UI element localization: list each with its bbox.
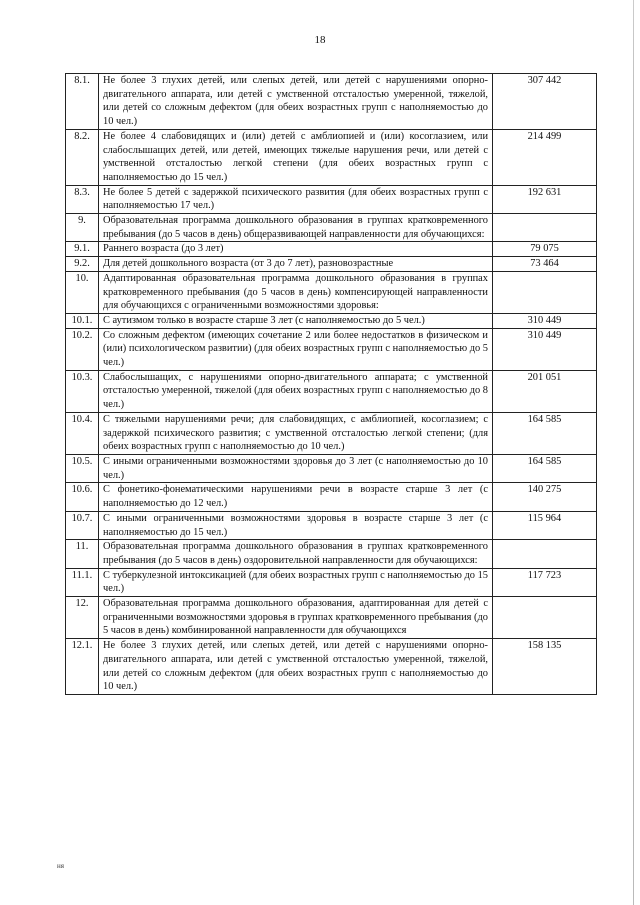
row-value xyxy=(493,271,597,313)
row-number: 9. xyxy=(66,214,99,242)
row-value xyxy=(493,540,597,568)
row-description: Не более 3 глухих детей, или слепых детей, или детей с нарушениями опорно-двигательного аппарата, или детей с умственной отсталостью умеренной, тяжелой, или детей со сложным дефектом (для обеих возрастных групп с наполняемостью до 10 чел.) xyxy=(99,639,493,695)
table-row xyxy=(66,370,597,412)
row-value xyxy=(493,597,597,639)
row-description: С тяжелыми нарушениями речи; для слабовидящих, с амблиопией, косоглазием; с задержкой психического развития; с умственной отсталостью легкой степени; (для обеих возрастных групп с наполняемостью до 10 чел.) xyxy=(99,412,493,454)
row-value: 115 964 xyxy=(493,511,597,539)
row-description: Адаптированная образовательная программа дошкольного образования в группах кратковременного пребывания (до 5 часов в день) компенсирующей направленности для обучающихся с ограниченными возможностями здоровья: xyxy=(99,271,493,313)
row-value: 73 464 xyxy=(493,257,597,272)
footer-mark: ня xyxy=(57,862,64,870)
row-value: 307 442 xyxy=(493,74,597,130)
row-description: С иными ограниченными возможностями здоровья до 3 лет (с наполняемостью до 10 чел.) xyxy=(99,454,493,482)
table-row xyxy=(66,74,597,130)
row-description: С аутизмом только в возрасте старше 3 лет (с наполняемостью до 5 чел.) xyxy=(99,313,493,328)
row-number: 9.2. xyxy=(66,257,99,272)
row-number: 10.2. xyxy=(66,328,99,370)
row-number: 12.1. xyxy=(66,639,99,695)
row-value: 79 075 xyxy=(493,242,597,257)
row-number: 10.3. xyxy=(66,370,99,412)
row-description: Для детей дошкольного возраста (от 3 до 7 лет), разновозрастные xyxy=(99,257,493,272)
row-description: Не более 3 глухих детей, или слепых детей, или детей с нарушениями опорно-двигательного аппарата, или детей с умственной отсталостью умеренной, тяжелой, или детей со сложным дефектом (для обеих возрастных групп с наполняемостью до 10 чел.) xyxy=(99,74,493,130)
row-description: Образовательная программа дошкольного образования в группах кратковременного пребывания (до 5 часов в день) общеразвивающей направленности для обучающихся: xyxy=(99,214,493,242)
row-number: 10.7. xyxy=(66,511,99,539)
table-row xyxy=(66,540,597,568)
row-description: С туберкулезной интоксикацией (для обеих возрастных групп с наполняемостью до 15 чел.) xyxy=(99,568,493,596)
row-value: 164 585 xyxy=(493,412,597,454)
row-value xyxy=(493,214,597,242)
row-description: Со сложным дефектом (имеющих сочетание 2 или более недостатков в физическом и (или) психологическом развитии) (для обеих возрастных групп с наполняемостью до 5 чел.) xyxy=(99,328,493,370)
row-value: 117 723 xyxy=(493,568,597,596)
table-row xyxy=(66,568,597,596)
table-row xyxy=(66,271,597,313)
row-number: 10.1. xyxy=(66,313,99,328)
row-description: Образовательная программа дошкольного образования, адаптированная для детей с ограниченными возможностями здоровья в группах кратковременного пребывания (до 5 часов в день) комбинированной направленности для обучающихся xyxy=(99,597,493,639)
table-row xyxy=(66,454,597,482)
table-row xyxy=(66,483,597,511)
table-row xyxy=(66,639,597,695)
table-row xyxy=(66,214,597,242)
row-value: 310 449 xyxy=(493,328,597,370)
row-description: С иными ограниченными возможностями здоровья в возрасте старше 3 лет (с наполняемостью до 15 чел.) xyxy=(99,511,493,539)
scan-edge-line xyxy=(633,0,634,905)
row-value: 158 135 xyxy=(493,639,597,695)
row-number: 8.1. xyxy=(66,74,99,130)
row-value: 214 499 xyxy=(493,129,597,185)
row-number: 11. xyxy=(66,540,99,568)
row-description: Раннего возраста (до 3 лет) xyxy=(99,242,493,257)
table-row xyxy=(66,412,597,454)
page-number: 18 xyxy=(314,34,326,46)
row-value: 164 585 xyxy=(493,454,597,482)
row-number: 12. xyxy=(66,597,99,639)
table-row xyxy=(66,511,597,539)
row-number: 10. xyxy=(66,271,99,313)
table-row xyxy=(66,313,597,328)
row-number: 8.2. xyxy=(66,129,99,185)
row-number: 9.1. xyxy=(66,242,99,257)
table-row xyxy=(66,242,597,257)
row-description: Не более 5 детей с задержкой психического развития (для обеих возрастных групп с наполняемостью 17 чел.) xyxy=(99,185,493,213)
row-number: 11.1. xyxy=(66,568,99,596)
table-row xyxy=(66,597,597,639)
row-description: Не более 4 слабовидящих и (или) детей с амблиопией и (или) косоглазием, или слабослышащих детей, или детей, имеющих тяжелые нарушения речи, или детей с умственной отсталостью легкой степени (для обеих возрастных групп с наполняемостью до 15 чел.) xyxy=(99,129,493,185)
row-value: 310 449 xyxy=(493,313,597,328)
row-number: 8.3. xyxy=(66,185,99,213)
row-number: 10.6. xyxy=(66,483,99,511)
table-row xyxy=(66,129,597,185)
table-row xyxy=(66,257,597,272)
row-number: 10.5. xyxy=(66,454,99,482)
table-row xyxy=(66,328,597,370)
cost-table xyxy=(65,73,597,695)
row-value: 192 631 xyxy=(493,185,597,213)
row-description: С фонетико-фонематическими нарушениями речи в возрасте старше 3 лет (с наполняемостью до 12 чел.) xyxy=(99,483,493,511)
row-value: 140 275 xyxy=(493,483,597,511)
row-description: Слабослышащих, с нарушениями опорно-двигательного аппарата; с умственной отсталостью умеренной, тяжелой (для обеих возрастных групп с наполняемостью до 8 чел.) xyxy=(99,370,493,412)
row-number: 10.4. xyxy=(66,412,99,454)
table-row xyxy=(66,185,597,213)
row-value: 201 051 xyxy=(493,370,597,412)
row-description: Образовательная программа дошкольного образования в группах кратковременного пребывания (до 5 часов в день) оздоровительной направленности для обучающихся: xyxy=(99,540,493,568)
